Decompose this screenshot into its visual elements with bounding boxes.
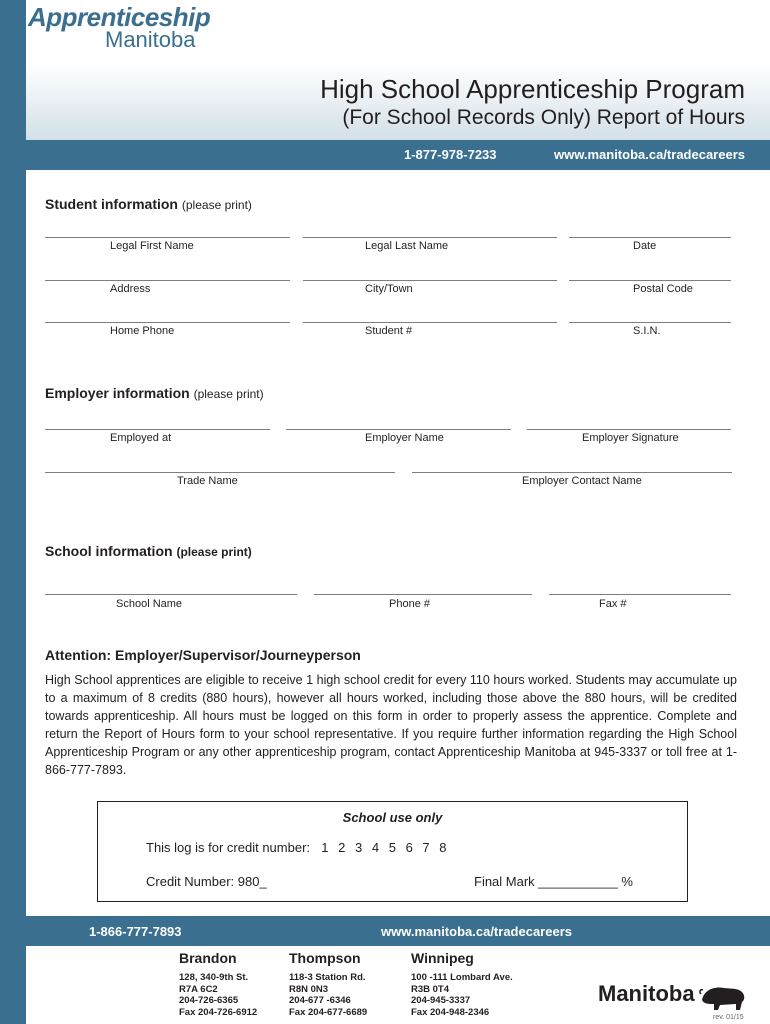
legal-first-name-field[interactable] [45, 237, 290, 238]
school-name-label: School Name [116, 598, 183, 610]
employer-heading-text: Employer information [45, 385, 190, 401]
student-heading-text: Student information [45, 196, 178, 212]
credit-number-8[interactable]: 8 [439, 840, 447, 855]
bison-icon [698, 982, 748, 1012]
school-fax-field[interactable] [549, 594, 731, 595]
employed-at-label: Employed at [110, 432, 172, 444]
document-subtitle: (For School Records Only) Report of Hours [342, 106, 745, 129]
footer-website-link[interactable]: www.manitoba.ca/tradecareers [381, 924, 572, 939]
address-field[interactable] [45, 280, 290, 281]
employer-contact-name-label: Employer Contact Name [522, 475, 642, 487]
school-fax-label: Fax # [599, 598, 627, 610]
office-fax: Fax 204-677-6689 [289, 1006, 368, 1018]
office-address: 128, 340-9th St. [179, 972, 249, 983]
employer-signature-label: Employer Signature [582, 432, 679, 444]
header-website-link[interactable]: www.manitoba.ca/tradecareers [554, 147, 745, 162]
legal-first-name-label: Legal First Name [110, 240, 194, 252]
home-phone-field[interactable] [45, 322, 290, 323]
credit-number-field[interactable]: Credit Number: 980_ [146, 874, 267, 889]
footer-phone: 1-866-777-7893 [89, 924, 182, 939]
side-accent-bar [0, 0, 26, 1024]
date-field[interactable] [569, 237, 731, 238]
office-fax: Fax 204-726-6912 [179, 1006, 258, 1018]
office-brandon [179, 950, 257, 1018]
student-number-label: Student # [365, 325, 413, 337]
sin-field[interactable] [569, 322, 731, 323]
school-heading-note: (please print) [176, 545, 252, 559]
office-name: Winnipeg [411, 950, 474, 966]
school-phone-label: Phone # [389, 598, 430, 610]
header-phone: 1-877-978-7233 [404, 147, 497, 162]
city-town-field[interactable] [303, 280, 557, 281]
office-address: 100 -111 Lombard Ave. [411, 972, 513, 983]
employed-at-field[interactable] [45, 429, 270, 430]
postal-code-field[interactable] [569, 280, 731, 281]
revision-note: rev. 01/15 [713, 1014, 744, 1021]
office-postal: R8N 0N3 [289, 983, 329, 995]
employer-contact-name-field[interactable] [412, 472, 732, 473]
legal-last-name-label: Legal Last Name [365, 240, 449, 252]
school-heading-text: School information [45, 543, 173, 559]
legal-last-name-field[interactable] [303, 237, 557, 238]
trade-name-field[interactable] [45, 472, 395, 473]
credit-number-2[interactable]: 2 [338, 840, 346, 855]
credit-log-label: This log is for credit number: [146, 840, 311, 855]
credit-number-5[interactable]: 5 [388, 840, 396, 855]
office-fax: Fax 204-948-2346 [411, 1006, 490, 1018]
office-postal: R7A 6C2 [179, 983, 218, 995]
city-town-label: City/Town [365, 283, 413, 295]
employer-name-label: Employer Name [365, 432, 444, 444]
credit-number-6[interactable]: 6 [405, 840, 413, 855]
sin-label: S.I.N. [633, 325, 661, 337]
office-name: Thompson [289, 950, 361, 966]
final-mark-field[interactable]: Final Mark ___________ % [474, 874, 633, 889]
credit-number-3[interactable]: 3 [354, 840, 363, 855]
office-name: Brandon [179, 950, 237, 966]
office-phone: 204-726-6365 [179, 995, 239, 1006]
office-thompson [289, 950, 367, 1018]
school-name-field[interactable] [45, 594, 297, 595]
attention-heading: Attention: Employer/Supervisor/Journeyperson [45, 647, 361, 663]
employer-signature-field[interactable] [527, 429, 731, 430]
student-section-heading [45, 196, 252, 212]
postal-code-label: Postal Code [633, 283, 693, 295]
school-section-heading [45, 543, 252, 559]
office-postal: R3B 0T4 [411, 983, 450, 995]
student-number-field[interactable] [303, 322, 557, 323]
apprenticeship-logo-text: Apprenticeship [28, 2, 211, 32]
office-address: 118-3 Station Rd. [289, 972, 366, 983]
apprenticeship-logo-subtext: Manitoba [105, 27, 196, 52]
trade-name-label: Trade Name [177, 475, 238, 487]
home-phone-label: Home Phone [110, 325, 175, 337]
employer-section-heading [45, 385, 264, 401]
credit-number-1[interactable]: 1 [321, 840, 329, 855]
document-title: High School Apprenticeship Program [320, 74, 745, 104]
credit-log-row [146, 840, 447, 855]
manitoba-logo-text: Manitoba [598, 981, 695, 1006]
school-phone-field[interactable] [314, 594, 532, 595]
attention-paragraph: High School apprentices are eligible to receive 1 high school credit for every 110 hours worked. Students may accumulate up to a maximum of 8 credits (880 hours), however all hours worked, including those above the 880 hours, will be credited towards apprenticeship. All hours must be logged on this form in order to properly assess the apprentice. Complete and return the Report of Hours form to your school representative. If you require further information regarding the High School Apprenticeship Program or any other apprenticeship program, contact Apprenticeship Manitoba at 945-3337 or toll free at 1-866-777-7893. [45, 673, 737, 777]
office-phone: 204-677 -6346 [289, 995, 351, 1006]
credit-number-7[interactable]: 7 [422, 840, 430, 855]
office-phone: 204-945-3337 [411, 995, 471, 1006]
employer-heading-note: (please print) [193, 387, 264, 401]
date-label: Date [633, 240, 657, 252]
employer-name-field[interactable] [286, 429, 511, 430]
office-winnipeg [411, 950, 513, 1018]
student-heading-note: (please print) [181, 198, 252, 212]
school-use-title: School use only [342, 810, 443, 825]
credit-number-4[interactable]: 4 [371, 840, 380, 855]
address-label: Address [110, 283, 151, 295]
